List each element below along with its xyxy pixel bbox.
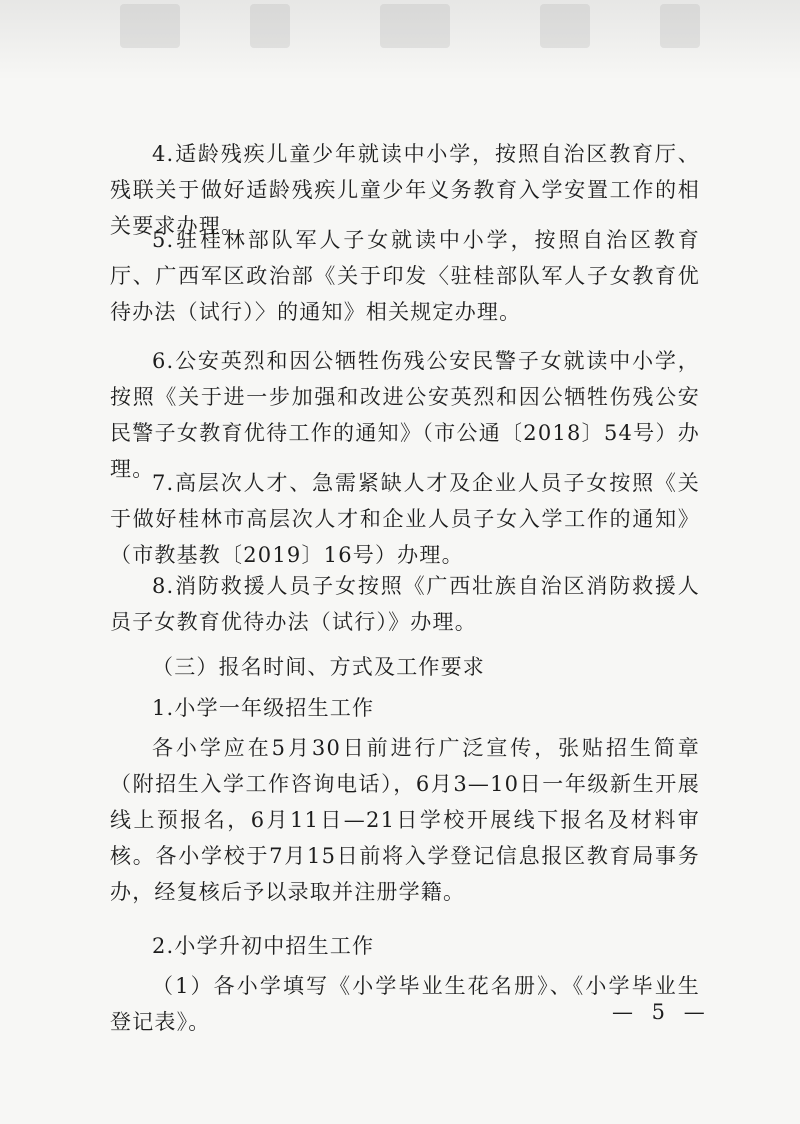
paragraph-firefighter-children: 8.消防救援人员子女按照《广西壮族自治区消防救援人员子女教育优待办法（试行）》办理。 [110, 574, 700, 634]
section-heading-registration: （三）报名时间、方式及工作要求 [152, 655, 485, 679]
paragraph-talent-children: 7.高层次人才、急需紧缺人才及企业人员子女按照《关于做好桂林市高层次人才和企业人员子女入学工作的通知》（市教基教〔2019〕16号）办理。 [110, 471, 700, 567]
paragraph-police-children: 6.公安英烈和因公牺牲伤残公安民警子女就读中小学，按照《关于进一步加强和改进公安英烈和因公牺牲伤残公安民警子女教育优待工作的通知》（市公通〔2018〕54号）办理。 [110, 349, 700, 481]
paragraph-disabled-children: 4.适龄残疾儿童少年就读中小学，按照自治区教育厅、残联关于做好适龄残疾儿童少年义务教育入学安置工作的相关要求办理。 [110, 142, 700, 238]
subheading-middle-school-enrollment: 2.小学升初中招生工作 [152, 934, 375, 958]
scan-bleed-through [0, 0, 800, 80]
subheading-primary-enrollment: 1.小学一年级招生工作 [152, 696, 375, 720]
paragraph-graduate-registers: （1）各小学填写《小学毕业生花名册》、《小学毕业生登记表》。 [110, 974, 700, 1034]
paragraph-military-children: 5.驻桂林部队军人子女就读中小学，按照自治区教育厅、广西军区政治部《关于印发〈驻桂部队军人子女教育优待办法（试行）〉的通知》相关规定办理。 [110, 228, 700, 324]
page-number: — 5 — [612, 1000, 711, 1024]
paragraph-primary-enrollment: 各小学应在5月30日前进行广泛宣传，张贴招生简章（附招生入学工作咨询电话），6月3—10日一年级新生开展线上预报名，6月11日—21日学校开展线下报名及材料审核。各小学校于7月15日前将入学登记信息报区教育局事务办，经复核后予以录取并注册学籍。 [110, 736, 700, 904]
